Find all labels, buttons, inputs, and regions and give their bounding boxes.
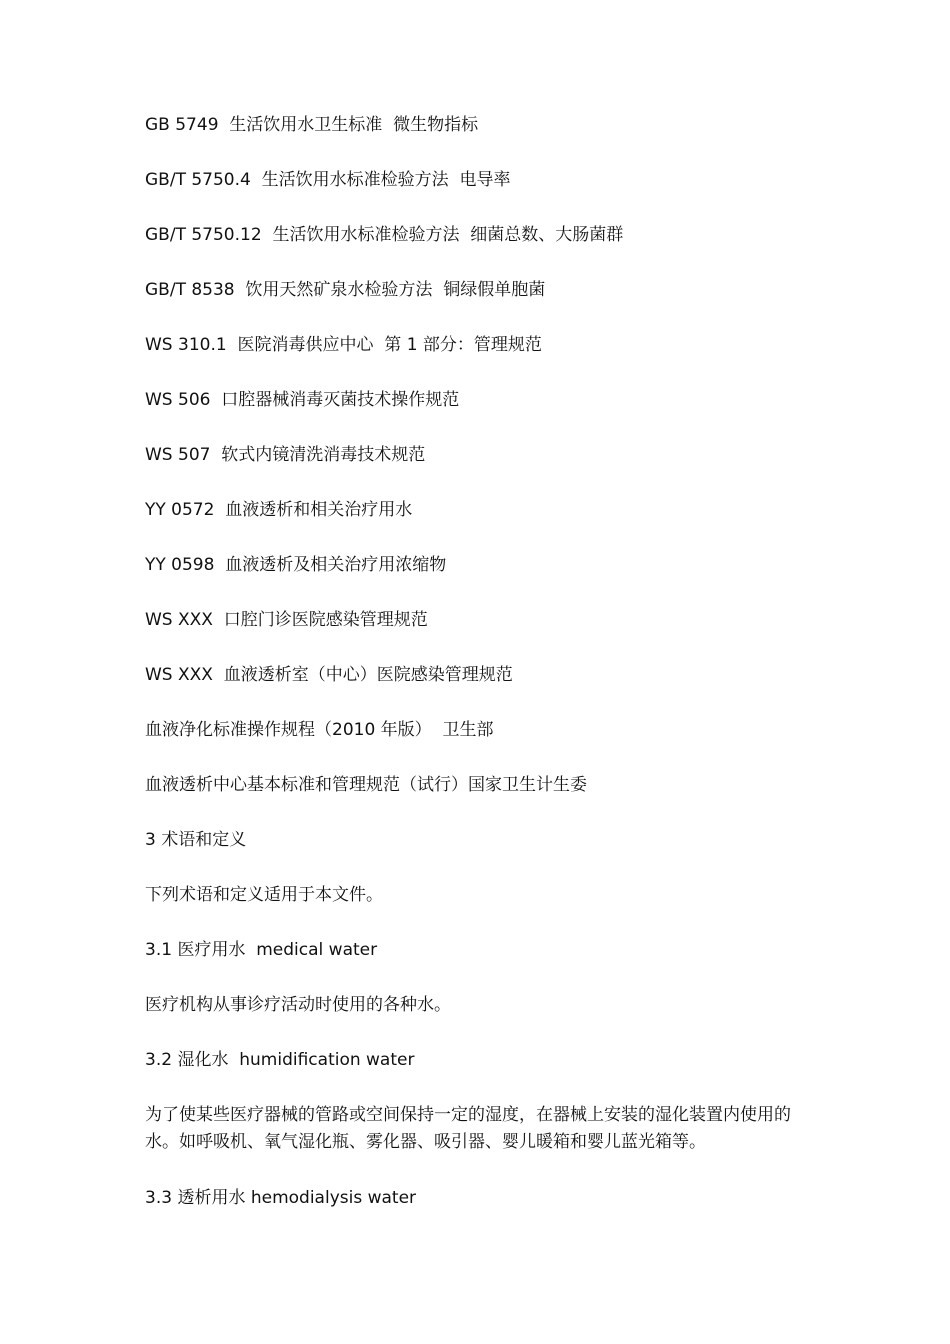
reference-item: WS 507 软式内镜清洗消毒技术规范 [145,445,426,465]
term-heading-3-3: 3.3 透析用水 hemodialysis water [145,1188,417,1208]
term-definition-3-2: 为了使某些医疗器械的管路或空间保持一定的湿度，在器械上安装的湿化装置内使用的水。如呼吸机、氧气湿化瓶、雾化器、吸引器、婴儿暖箱和婴儿蓝光箱等。 [145,1105,791,1152]
reference-item: GB/T 8538 饮用天然矿泉水检验方法 铜绿假单胞菌 [145,280,546,300]
section-intro: 下列术语和定义适用于本文件。 [145,885,383,905]
term-heading-3-1: 3.1 医疗用水 medical water [145,940,378,960]
reference-item: GB/T 5750.4 生活饮用水标准检验方法 电导率 [145,170,511,190]
reference-item: GB/T 5750.12 生活饮用水标准检验方法 细菌总数、大肠菌群 [145,225,624,245]
reference-item: WS 310.1 医院消毒供应中心 第 1 部分：管理规范 [145,335,542,355]
reference-item: YY 0598 血液透析及相关治疗用浓缩物 [145,555,447,575]
reference-item: GB 5749 生活饮用水卫生标准 微生物指标 [145,115,479,135]
reference-item: WS 506 口腔器械消毒灭菌技术操作规范 [145,390,460,410]
reference-item: 血液透析中心基本标准和管理规范（试行）国家卫生计生委 [145,775,587,795]
reference-item: WS XXX 血液透析室（中心）医院感染管理规范 [145,665,513,685]
section-heading: 3 术语和定义 [145,830,247,850]
reference-item: WS XXX 口腔门诊医院感染管理规范 [145,610,428,630]
term-definition-3-1: 医疗机构从事诊疗活动时使用的各种水。 [145,995,451,1015]
reference-item: YY 0572 血液透析和相关治疗用水 [145,500,413,520]
term-heading-3-2: 3.2 湿化水 humidification water [145,1050,415,1070]
reference-item: 血液净化标准操作规程（2010 年版） 卫生部 [145,720,494,740]
document-page [145,112,835,1240]
